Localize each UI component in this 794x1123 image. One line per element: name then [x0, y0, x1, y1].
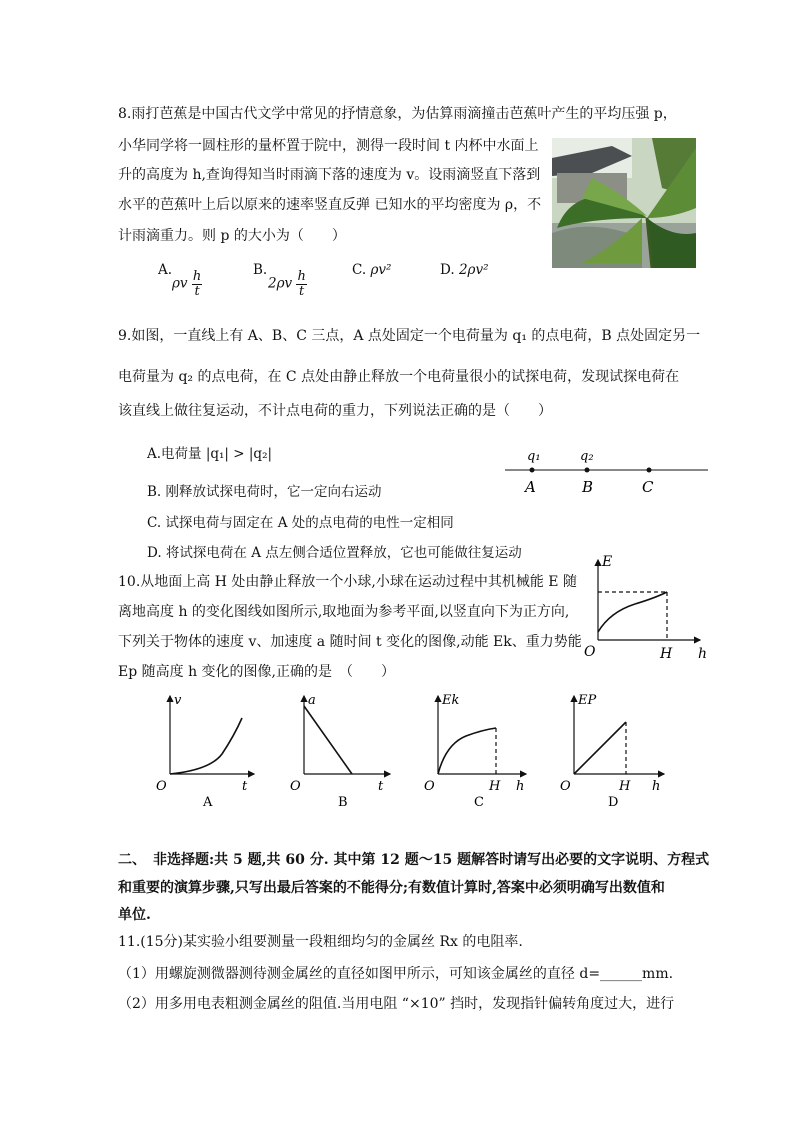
graph-c-x-label: h — [516, 779, 525, 794]
q8-line-2: 小华同学将一圆柱形的量杯置于院中，测得一段时间 t 内杯中水面上 — [118, 138, 539, 154]
graph-d-x-label: h — [652, 779, 661, 794]
graph-d-caption: D — [608, 795, 619, 810]
graph-c-y-label: Ek — [442, 693, 460, 708]
point-a-label: A — [525, 478, 536, 496]
point-b-label: B — [582, 478, 594, 496]
q9-option-a: A.电荷量 |q₁| > |q₂| — [147, 446, 273, 462]
graph-d-origin: O — [560, 779, 571, 794]
q8-option-d: D. 2ρv² — [440, 262, 489, 278]
q9-option-c: C. 试探电荷与固定在 A 处的点电荷的电性一定相同 — [147, 515, 454, 531]
q8-option-c: C. ρv² — [352, 262, 392, 278]
q10-energy-graph — [580, 552, 710, 664]
q10-line-1: 10.从地面上高 H 处由静止释放一个小球,小球在运动过程中其机械能 E 随 — [118, 574, 577, 590]
q9-line-3: 该直线上做往复运动，不计点电荷的重力，下列说法正确的是（ ） — [118, 403, 552, 419]
q11-line-2: （1）用螺旋测微器测待测金属丝的直径如图甲所示，可知该金属丝的直径 d=______mm. — [118, 966, 674, 982]
graph-d-h-mark: H — [619, 779, 631, 794]
energy-curve — [598, 592, 667, 632]
q9-line-1: 9.如图，一直线上有 A、B、C 三点，A 点处固定一个电荷量为 q₁ 的点电荷，B 点处固定另一 — [118, 328, 701, 344]
banana-leaf-photo — [552, 138, 696, 268]
graph-a-y-label: v — [174, 693, 182, 708]
graph-c — [422, 690, 537, 810]
q8-line-3: 升的高度为 h,查询得知当时雨滴下落的速度为 v。设雨滴竖直下落到 — [118, 167, 541, 183]
graph-b-origin: O — [290, 779, 301, 794]
graph-b-y-label: a — [308, 693, 316, 708]
big-h-label: H — [660, 646, 673, 662]
q8-line-5: 计雨滴重力。则 p 的大小为（ ） — [118, 228, 346, 244]
q10-line-2: 离地高度 h 的变化图线如图所示,取地面为参考平面,以竖直向下为正方向, — [118, 604, 570, 620]
q8-option-b-expr: 2ρv — [268, 275, 293, 292]
q10-line-3: 下列关于物体的速度 v、加速度 a 随时间 t 变化的图像,动能 Ek、重力势能 — [118, 634, 582, 650]
graph-a — [150, 690, 265, 810]
q2-label: q₂ — [580, 449, 594, 464]
graph-a-curve — [170, 718, 242, 774]
q8-line-1: 8.雨打芭蕉是中国古代文学中常见的抒情意象，为估算雨滴撞击芭蕉叶产生的平均压强 p， — [118, 106, 677, 122]
point-c-dot — [647, 468, 652, 473]
q9-option-b: B. 刚释放试探电荷时，它一定向右运动 — [147, 484, 382, 500]
graph-a-origin: O — [156, 779, 167, 794]
graph-c-h-mark: H — [489, 779, 501, 794]
graph-b-line — [304, 706, 352, 774]
q11-line-1: 11.(15分)某实验小组要测量一段粗细均匀的金属丝 Rx 的电阻率. — [118, 934, 523, 950]
graph-d-y-label: EP — [578, 693, 597, 708]
graph-d — [560, 690, 675, 810]
q8-line-4: 水平的芭蕉叶上后以原来的速率竖直反弹 已知水的平均密度为 ρ，不 — [118, 197, 542, 213]
q9-line-figure — [500, 440, 715, 500]
q8-option-a-expr: ρv — [172, 275, 188, 292]
e-label: E — [602, 554, 613, 570]
q10-line-4: Ep 随高度 h 变化的图像,正确的是 （ ） — [118, 664, 395, 680]
section2-line-1: 二、 非选择题:共 5 题,共 60 分. 其中第 12 题～15 题解答时请写出必要的文字说明、方程式 — [118, 852, 710, 868]
origin-label: O — [584, 644, 596, 660]
graph-a-caption: A — [203, 795, 213, 810]
graph-b-x-label: t — [378, 779, 384, 794]
graph-c-curve — [438, 728, 496, 774]
graph-b — [286, 690, 401, 810]
q8-option-a: A. — [158, 262, 173, 278]
q11-line-3: （2）用多用电表粗测金属丝的阻值.当用电阻 “×10” 挡时，发现指针偏转角度过大，进行 — [118, 996, 675, 1012]
section2-line-2: 和重要的演算步骤,只写出最后答案的不能得分;有数值计算时,答案中必须明确写出数值和 — [118, 880, 665, 896]
graph-c-caption: C — [474, 795, 484, 810]
graph-a-x-label: t — [242, 779, 248, 794]
q9-option-d: D. 将试探电荷在 A 点左侧合适位置释放，它也可能做往复运动 — [147, 545, 522, 561]
point-a-dot — [530, 468, 535, 473]
graph-d-line — [574, 722, 626, 774]
section2-line-3: 单位. — [118, 907, 151, 923]
q9-line-2: 电荷量为 q₂ 的点电荷，在 C 点处由静止释放一个电荷量很小的试探电荷，发现试探电荷在 — [118, 369, 680, 385]
h-label: h — [698, 646, 708, 662]
graph-b-caption: B — [338, 795, 348, 810]
q8-option-b: B. — [253, 262, 268, 278]
graph-c-origin: O — [424, 779, 435, 794]
q1-label: q₁ — [527, 449, 541, 464]
point-c-label: C — [642, 478, 654, 496]
point-b-dot — [585, 468, 590, 473]
